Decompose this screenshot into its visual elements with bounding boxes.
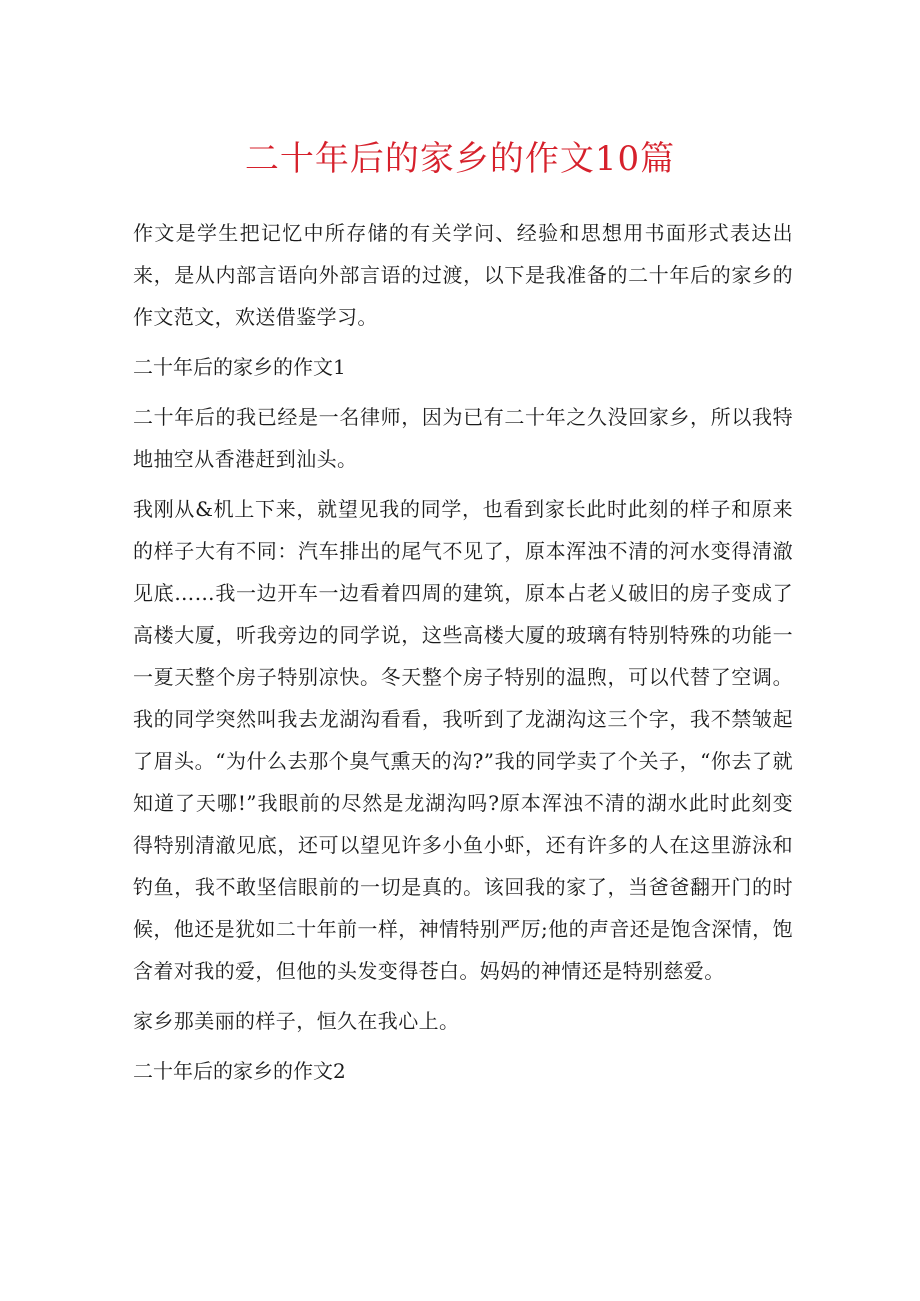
document-body — [133, 212, 793, 1100]
essay-1-paragraph-2: 我刚从&机上下来，就望见我的同学，也看到家长此时此刻的样子和原来的样子大有不同：汽车排出的尾气不见了，原本浑浊不清的河水变得清澈见底……我一边开车一边看着四周的建筑，原本占老乂破旧的房子变成了高楼大厦，听我旁边的同学说，这些高楼大厦的玻璃有特别特殊的功能一一夏天整个房子特别凉快。冬天整个房子特别的温煦，可以代替了空调。我的同学突然叫我去龙湖沟看看，我听到了龙湖沟这三个字，我不禁皱起了眉头。“为什么去那个臭气熏天的沟?”我的同学卖了个关子，“你去了就知道了天哪!”我眼前的尽然是龙湖沟吗?原本浑浊不清的湖水此时此刻变得特别清澈见底，还可以望见许多小鱼小虾，还有许多的人在这里游泳和钓鱼，我不敢坚信眼前的一切是真的。该回我的家了，当爸爸翻开门的时候，他还是犹如二十年前一样，神情特别严厉;他的声音还是饱含深情，饱含着对我的爱，但他的头发变得苍白。妈妈的神情还是特别慈爱。 — [133, 497, 793, 983]
essay-2-heading: 二十年后的家乡的作文2 — [133, 1059, 346, 1083]
essay-1-paragraph-3: 家乡那美丽的样子，恒久在我心上。 — [133, 1009, 460, 1033]
essay-1-paragraph-1: 二十年后的我已经是一名律师，因为已有二十年之久没回家乡，所以我特地抽空从香港赶到汕头。 — [133, 405, 793, 471]
document-title: 二十年后的家乡的作文10篇 — [244, 139, 676, 179]
intro-paragraph: 作文是学生把记忆中所存储的有关学问、经验和思想用书面形式表达出来，是从内部言语向外部言语的过渡，以下是我准备的二十年后的家乡的作文范文，欢送借鉴学习。 — [133, 221, 793, 329]
essay-1-heading: 二十年后的家乡的作文1 — [133, 355, 346, 379]
